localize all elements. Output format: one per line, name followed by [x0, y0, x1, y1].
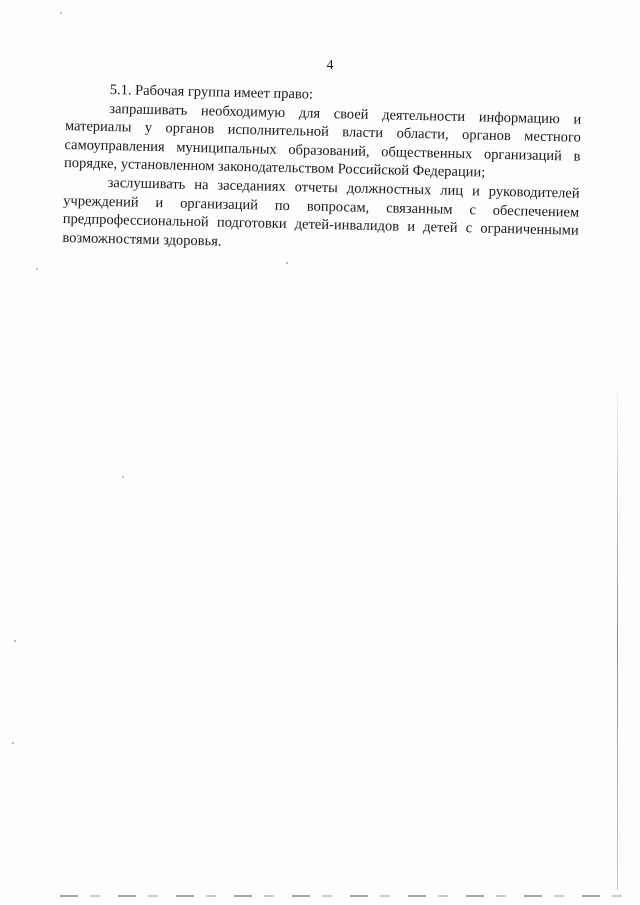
document-body: [62, 80, 582, 259]
scan-speck: [60, 12, 62, 14]
section-heading: 5.1. Рабочая группа имеет право:: [109, 81, 314, 103]
scan-bottom-artifact: [60, 895, 630, 897]
scan-speck: [12, 742, 14, 744]
page-number: 4: [326, 58, 334, 73]
scan-speck: [122, 476, 124, 478]
scan-speck: [36, 268, 38, 270]
scan-speck: [286, 262, 288, 264]
paragraph-hear-reports: заслушивать на заседаниях отчеты должностных лиц и руководителей учреждений и организаций по вопросам, связанным с обеспечением предпрофессиональной подготовки детей-инвалидов и детей с ограниченными возможностями здоровья.: [62, 174, 580, 250]
scan-speck: [14, 640, 16, 642]
paragraph-request-information: запрашивать необходимую для своей деятельности информацию и материалы у органов исполнительной власти области, органов местного самоуправления муниципальных образований, общественных организаций в порядке, установленном законодательством Российской Федерации;: [63, 100, 582, 181]
scan-edge-line: [617, 390, 618, 890]
